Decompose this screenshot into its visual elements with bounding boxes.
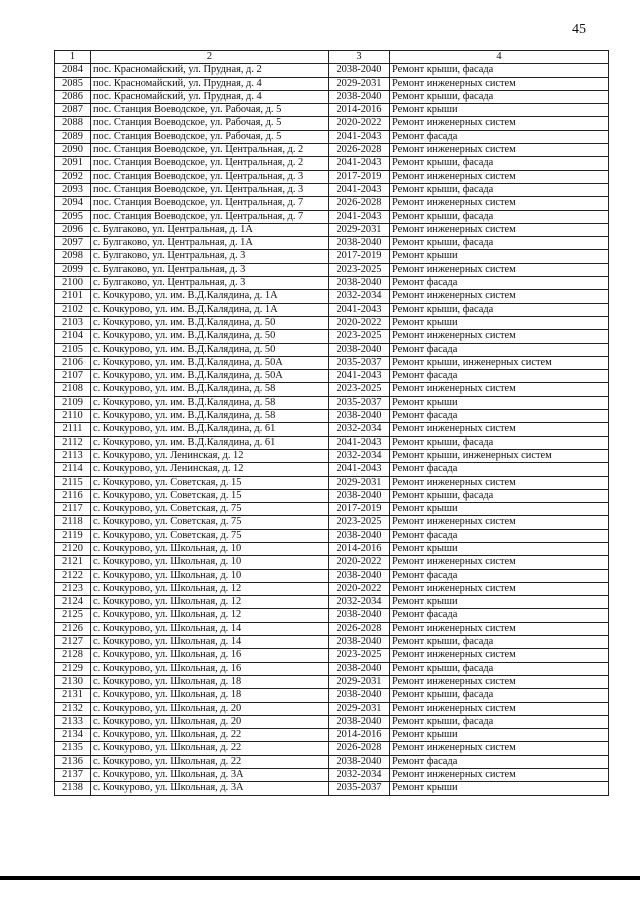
period-cell: 2029-2031 <box>329 476 390 489</box>
period-cell: 2032-2034 <box>329 596 390 609</box>
work-type-cell: Ремонт фасада <box>390 410 609 423</box>
address-cell: с. Кочкурово, ул. им. В.Д.Калядина, д. 58 <box>91 410 329 423</box>
work-type-cell: Ремонт инженерных систем <box>390 769 609 782</box>
table-row <box>55 237 609 250</box>
address-cell: пос. Станция Воеводское, ул. Центральная, д. 7 <box>91 210 329 223</box>
table-row <box>55 529 609 542</box>
address-cell: с. Кочкурово, ул. им. В.Д.Калядина, д. 50 <box>91 343 329 356</box>
table-row <box>55 277 609 290</box>
work-type-cell: Ремонт крыши <box>390 503 609 516</box>
table-row <box>55 117 609 130</box>
row-number-cell: 2106 <box>55 356 91 369</box>
row-number-cell: 2126 <box>55 622 91 635</box>
period-cell: 2029-2031 <box>329 702 390 715</box>
address-cell: пос. Красномайский, ул. Прудная, д. 2 <box>91 64 329 77</box>
table-row <box>55 316 609 329</box>
row-number-cell: 2093 <box>55 183 91 196</box>
work-type-cell: Ремонт инженерных систем <box>390 117 609 130</box>
table-row <box>55 782 609 795</box>
table-header <box>55 51 609 64</box>
table-row <box>55 396 609 409</box>
address-cell: с. Кочкурово, ул. Школьная, д. 3А <box>91 769 329 782</box>
address-cell: пос. Станция Воеводское, ул. Центральная, д. 3 <box>91 170 329 183</box>
row-number-cell: 2111 <box>55 423 91 436</box>
table-row <box>55 183 609 196</box>
address-cell: пос. Станция Воеводское, ул. Центральная, д. 2 <box>91 157 329 170</box>
table-row <box>55 104 609 117</box>
address-cell: с. Кочкурово, ул. им. В.Д.Калядина, д. 50А <box>91 356 329 369</box>
work-type-cell: Ремонт инженерных систем <box>390 675 609 688</box>
row-number-cell: 2109 <box>55 396 91 409</box>
row-number-cell: 2134 <box>55 729 91 742</box>
work-type-cell: Ремонт инженерных систем <box>390 622 609 635</box>
address-cell: с. Кочкурово, ул. им. В.Д.Калядина, д. 50А <box>91 370 329 383</box>
table-row <box>55 649 609 662</box>
period-cell: 2020-2022 <box>329 556 390 569</box>
period-cell: 2038-2040 <box>329 529 390 542</box>
address-cell: пос. Красномайский, ул. Прудная, д. 4 <box>91 90 329 103</box>
table-row <box>55 436 609 449</box>
work-type-cell: Ремонт фасада <box>390 370 609 383</box>
period-cell: 2038-2040 <box>329 237 390 250</box>
row-number-cell: 2104 <box>55 330 91 343</box>
period-cell: 2032-2034 <box>329 423 390 436</box>
period-cell: 2038-2040 <box>329 489 390 502</box>
row-number-cell: 2122 <box>55 569 91 582</box>
work-type-cell: Ремонт инженерных систем <box>390 516 609 529</box>
table-row <box>55 197 609 210</box>
row-number-cell: 2115 <box>55 476 91 489</box>
table-row <box>55 755 609 768</box>
table-row <box>55 144 609 157</box>
work-type-cell: Ремонт крыши, фасада <box>390 689 609 702</box>
work-type-cell: Ремонт инженерных систем <box>390 77 609 90</box>
column-header-4: 4 <box>390 51 609 64</box>
work-type-cell: Ремонт крыши, фасада <box>390 715 609 728</box>
row-number-cell: 2132 <box>55 702 91 715</box>
table-row <box>55 569 609 582</box>
row-number-cell: 2110 <box>55 410 91 423</box>
address-cell: с. Кочкурово, ул. Школьная, д. 20 <box>91 702 329 715</box>
address-cell: с. Кочкурово, ул. Советская, д. 15 <box>91 489 329 502</box>
address-cell: с. Кочкурово, ул. Школьная, д. 14 <box>91 622 329 635</box>
period-cell: 2026-2028 <box>329 622 390 635</box>
row-number-cell: 2090 <box>55 144 91 157</box>
row-number-cell: 2121 <box>55 556 91 569</box>
address-cell: с. Кочкурово, ул. Школьная, д. 22 <box>91 729 329 742</box>
work-type-cell: Ремонт крыши <box>390 250 609 263</box>
row-number-cell: 2114 <box>55 463 91 476</box>
address-cell: с. Кочкурово, ул. Советская, д. 15 <box>91 476 329 489</box>
row-number-cell: 2120 <box>55 542 91 555</box>
row-number-cell: 2084 <box>55 64 91 77</box>
address-cell: с. Кочкурово, ул. им. В.Д.Калядина, д. 58 <box>91 396 329 409</box>
period-cell: 2038-2040 <box>329 755 390 768</box>
address-cell: с. Кочкурово, ул. Школьная, д. 18 <box>91 689 329 702</box>
work-type-cell: Ремонт инженерных систем <box>390 649 609 662</box>
period-cell: 2020-2022 <box>329 582 390 595</box>
work-type-cell: Ремонт инженерных систем <box>390 144 609 157</box>
period-cell: 2041-2043 <box>329 370 390 383</box>
row-number-cell: 2117 <box>55 503 91 516</box>
work-type-cell: Ремонт крыши, фасада <box>390 237 609 250</box>
period-cell: 2023-2025 <box>329 516 390 529</box>
table-row <box>55 582 609 595</box>
table-row <box>55 769 609 782</box>
address-cell: с. Кочкурово, ул. Советская, д. 75 <box>91 503 329 516</box>
row-number-cell: 2087 <box>55 104 91 117</box>
row-number-cell: 2113 <box>55 449 91 462</box>
address-cell: с. Кочкурово, ул. Школьная, д. 18 <box>91 675 329 688</box>
period-cell: 2026-2028 <box>329 742 390 755</box>
row-number-cell: 2099 <box>55 263 91 276</box>
period-cell: 2038-2040 <box>329 343 390 356</box>
table-row <box>55 609 609 622</box>
work-type-cell: Ремонт крыши, фасада <box>390 662 609 675</box>
work-type-cell: Ремонт фасада <box>390 755 609 768</box>
table-row <box>55 489 609 502</box>
work-type-cell: Ремонт инженерных систем <box>390 383 609 396</box>
address-cell: с. Кочкурово, ул. им. В.Д.Калядина, д. 61 <box>91 423 329 436</box>
row-number-cell: 2137 <box>55 769 91 782</box>
period-cell: 2017-2019 <box>329 250 390 263</box>
address-cell: пос. Станция Воеводское, ул. Рабочая, д. 5 <box>91 104 329 117</box>
table-row <box>55 77 609 90</box>
address-cell: с. Кочкурово, ул. Школьная, д. 22 <box>91 742 329 755</box>
table-row <box>55 157 609 170</box>
work-type-cell: Ремонт инженерных систем <box>390 170 609 183</box>
row-number-cell: 2129 <box>55 662 91 675</box>
row-number-cell: 2100 <box>55 277 91 290</box>
period-cell: 2038-2040 <box>329 715 390 728</box>
row-number-cell: 2086 <box>55 90 91 103</box>
period-cell: 2014-2016 <box>329 729 390 742</box>
address-cell: с. Кочкурово, ул. им. В.Д.Калядина, д. 50 <box>91 330 329 343</box>
row-number-cell: 2097 <box>55 237 91 250</box>
address-cell: с. Кочкурово, ул. им. В.Д.Калядина, д. 1А <box>91 303 329 316</box>
period-cell: 2020-2022 <box>329 117 390 130</box>
work-type-cell: Ремонт крыши, фасада <box>390 157 609 170</box>
work-type-cell: Ремонт крыши, фасада <box>390 436 609 449</box>
address-cell: с. Булгаково, ул. Центральная, д. 3 <box>91 277 329 290</box>
address-cell: с. Кочкурово, ул. Школьная, д. 14 <box>91 636 329 649</box>
table-row <box>55 675 609 688</box>
address-cell: с. Кочкурово, ул. Советская, д. 75 <box>91 529 329 542</box>
address-cell: с. Кочкурово, ул. им. В.Д.Калядина, д. 50 <box>91 316 329 329</box>
period-cell: 2020-2022 <box>329 316 390 329</box>
address-cell: с. Кочкурово, ул. Школьная, д. 16 <box>91 649 329 662</box>
address-cell: с. Булгаково, ул. Центральная, д. 3 <box>91 263 329 276</box>
work-type-cell: Ремонт фасада <box>390 277 609 290</box>
period-cell: 2023-2025 <box>329 649 390 662</box>
period-cell: 2038-2040 <box>329 410 390 423</box>
table-row <box>55 343 609 356</box>
work-type-cell: Ремонт крыши, фасада <box>390 183 609 196</box>
address-cell: с. Кочкурово, ул. Школьная, д. 22 <box>91 755 329 768</box>
period-cell: 2041-2043 <box>329 130 390 143</box>
period-cell: 2041-2043 <box>329 303 390 316</box>
period-cell: 2041-2043 <box>329 183 390 196</box>
period-cell: 2038-2040 <box>329 277 390 290</box>
period-cell: 2017-2019 <box>329 503 390 516</box>
table-row <box>55 64 609 77</box>
period-cell: 2023-2025 <box>329 263 390 276</box>
table-row <box>55 170 609 183</box>
work-type-cell: Ремонт крыши <box>390 542 609 555</box>
work-type-cell: Ремонт инженерных систем <box>390 197 609 210</box>
address-cell: с. Кочкурово, ул. им. В.Д.Калядина, д. 61 <box>91 436 329 449</box>
address-cell: с. Булгаково, ул. Центральная, д. 1А <box>91 223 329 236</box>
period-cell: 2032-2034 <box>329 769 390 782</box>
work-type-cell: Ремонт инженерных систем <box>390 582 609 595</box>
period-cell: 2041-2043 <box>329 436 390 449</box>
work-type-cell: Ремонт инженерных систем <box>390 742 609 755</box>
work-type-cell: Ремонт крыши, фасада <box>390 210 609 223</box>
period-cell: 2038-2040 <box>329 636 390 649</box>
work-type-cell: Ремонт фасада <box>390 343 609 356</box>
work-type-cell: Ремонт инженерных систем <box>390 263 609 276</box>
period-cell: 2035-2037 <box>329 396 390 409</box>
table-row <box>55 370 609 383</box>
row-number-cell: 2127 <box>55 636 91 649</box>
address-cell: пос. Станция Воеводское, ул. Центральная, д. 3 <box>91 183 329 196</box>
row-number-cell: 2107 <box>55 370 91 383</box>
row-number-cell: 2105 <box>55 343 91 356</box>
scan-edge-divider <box>0 876 640 880</box>
table-row <box>55 130 609 143</box>
table-row <box>55 330 609 343</box>
row-number-cell: 2089 <box>55 130 91 143</box>
period-cell: 2032-2034 <box>329 290 390 303</box>
row-number-cell: 2112 <box>55 436 91 449</box>
period-cell: 2041-2043 <box>329 463 390 476</box>
row-number-cell: 2119 <box>55 529 91 542</box>
work-type-cell: Ремонт фасада <box>390 130 609 143</box>
table-row <box>55 715 609 728</box>
work-type-cell: Ремонт фасада <box>390 609 609 622</box>
work-type-cell: Ремонт инженерных систем <box>390 556 609 569</box>
work-type-cell: Ремонт крыши <box>390 316 609 329</box>
period-cell: 2038-2040 <box>329 569 390 582</box>
row-number-cell: 2102 <box>55 303 91 316</box>
column-header-1: 1 <box>55 51 91 64</box>
row-number-cell: 2095 <box>55 210 91 223</box>
address-cell: с. Кочкурово, ул. Школьная, д. 12 <box>91 596 329 609</box>
table-row <box>55 356 609 369</box>
table-row <box>55 290 609 303</box>
table-row <box>55 622 609 635</box>
work-type-cell: Ремонт крыши <box>390 596 609 609</box>
row-number-cell: 2125 <box>55 609 91 622</box>
address-cell: с. Кочкурово, ул. Школьная, д. 20 <box>91 715 329 728</box>
work-type-cell: Ремонт крыши, инженерных систем <box>390 449 609 462</box>
column-header-2: 2 <box>91 51 329 64</box>
table-row <box>55 476 609 489</box>
work-type-cell: Ремонт крыши, фасада <box>390 64 609 77</box>
address-cell: пос. Станция Воеводское, ул. Рабочая, д. 5 <box>91 117 329 130</box>
address-cell: с. Кочкурово, ул. Ленинская, д. 12 <box>91 463 329 476</box>
row-number-cell: 2091 <box>55 157 91 170</box>
row-number-cell: 2130 <box>55 675 91 688</box>
work-type-cell: Ремонт крыши, фасада <box>390 90 609 103</box>
table-row <box>55 662 609 675</box>
period-cell: 2014-2016 <box>329 104 390 117</box>
period-cell: 2032-2034 <box>329 449 390 462</box>
period-cell: 2029-2031 <box>329 77 390 90</box>
table-row <box>55 516 609 529</box>
table-row <box>55 742 609 755</box>
row-number-cell: 2088 <box>55 117 91 130</box>
table-row <box>55 542 609 555</box>
row-number-cell: 2133 <box>55 715 91 728</box>
work-type-cell: Ремонт крыши <box>390 729 609 742</box>
row-number-cell: 2131 <box>55 689 91 702</box>
table-row <box>55 596 609 609</box>
address-cell: с. Кочкурово, ул. Ленинская, д. 12 <box>91 449 329 462</box>
table-row <box>55 210 609 223</box>
table-row <box>55 223 609 236</box>
period-cell: 2023-2025 <box>329 330 390 343</box>
table-body <box>55 64 609 795</box>
address-cell: пос. Станция Воеводское, ул. Центральная, д. 7 <box>91 197 329 210</box>
address-cell: с. Кочкурово, ул. Школьная, д. 10 <box>91 556 329 569</box>
row-number-cell: 2138 <box>55 782 91 795</box>
address-cell: с. Кочкурово, ул. им. В.Д.Калядина, д. 1А <box>91 290 329 303</box>
period-cell: 2041-2043 <box>329 157 390 170</box>
work-type-cell: Ремонт фасада <box>390 529 609 542</box>
table-row <box>55 556 609 569</box>
table-row <box>55 689 609 702</box>
work-type-cell: Ремонт крыши, инженерных систем <box>390 356 609 369</box>
period-cell: 2029-2031 <box>329 223 390 236</box>
row-number-cell: 2103 <box>55 316 91 329</box>
row-number-cell: 2135 <box>55 742 91 755</box>
period-cell: 2035-2037 <box>329 782 390 795</box>
address-cell: с. Кочкурово, ул. Школьная, д. 12 <box>91 582 329 595</box>
work-type-cell: Ремонт крыши <box>390 782 609 795</box>
page-number: 45 <box>572 22 586 37</box>
row-number-cell: 2128 <box>55 649 91 662</box>
row-number-cell: 2092 <box>55 170 91 183</box>
period-cell: 2014-2016 <box>329 542 390 555</box>
row-number-cell: 2123 <box>55 582 91 595</box>
row-number-cell: 2124 <box>55 596 91 609</box>
period-cell: 2038-2040 <box>329 662 390 675</box>
work-type-cell: Ремонт инженерных систем <box>390 702 609 715</box>
table-row <box>55 702 609 715</box>
address-cell: с. Кочкурово, ул. Школьная, д. 10 <box>91 542 329 555</box>
row-number-cell: 2094 <box>55 197 91 210</box>
period-cell: 2029-2031 <box>329 675 390 688</box>
table-row <box>55 423 609 436</box>
work-type-cell: Ремонт инженерных систем <box>390 330 609 343</box>
work-type-cell: Ремонт крыши <box>390 396 609 409</box>
period-cell: 2041-2043 <box>329 210 390 223</box>
period-cell: 2038-2040 <box>329 64 390 77</box>
table-row <box>55 410 609 423</box>
table-row <box>55 90 609 103</box>
address-cell: с. Булгаково, ул. Центральная, д. 1А <box>91 237 329 250</box>
work-type-cell: Ремонт фасада <box>390 463 609 476</box>
repair-schedule-table <box>54 50 609 796</box>
address-cell: с. Кочкурово, ул. Школьная, д. 12 <box>91 609 329 622</box>
work-type-cell: Ремонт крыши, фасада <box>390 636 609 649</box>
address-cell: пос. Красномайский, ул. Прудная, д. 4 <box>91 77 329 90</box>
period-cell: 2038-2040 <box>329 689 390 702</box>
table-row <box>55 383 609 396</box>
work-type-cell: Ремонт инженерных систем <box>390 290 609 303</box>
row-number-cell: 2096 <box>55 223 91 236</box>
address-cell: пос. Станция Воеводское, ул. Центральная, д. 2 <box>91 144 329 157</box>
row-number-cell: 2098 <box>55 250 91 263</box>
address-cell: с. Кочкурово, ул. Школьная, д. 10 <box>91 569 329 582</box>
row-number-cell: 2108 <box>55 383 91 396</box>
table-row <box>55 636 609 649</box>
table-row <box>55 449 609 462</box>
table-row <box>55 263 609 276</box>
row-number-cell: 2085 <box>55 77 91 90</box>
row-number-cell: 2136 <box>55 755 91 768</box>
work-type-cell: Ремонт крыши, фасада <box>390 303 609 316</box>
period-cell: 2035-2037 <box>329 356 390 369</box>
column-header-3: 3 <box>329 51 390 64</box>
work-type-cell: Ремонт инженерных систем <box>390 476 609 489</box>
table-row <box>55 303 609 316</box>
address-cell: с. Булгаково, ул. Центральная, д. 3 <box>91 250 329 263</box>
row-number-cell: 2118 <box>55 516 91 529</box>
work-type-cell: Ремонт крыши <box>390 104 609 117</box>
period-cell: 2017-2019 <box>329 170 390 183</box>
header-row <box>55 51 609 64</box>
period-cell: 2023-2025 <box>329 383 390 396</box>
address-cell: с. Кочкурово, ул. им. В.Д.Калядина, д. 58 <box>91 383 329 396</box>
period-cell: 2038-2040 <box>329 90 390 103</box>
period-cell: 2026-2028 <box>329 197 390 210</box>
address-cell: с. Кочкурово, ул. Школьная, д. 16 <box>91 662 329 675</box>
address-cell: с. Кочкурово, ул. Советская, д. 75 <box>91 516 329 529</box>
row-number-cell: 2116 <box>55 489 91 502</box>
table-row <box>55 463 609 476</box>
work-type-cell: Ремонт инженерных систем <box>390 423 609 436</box>
work-type-cell: Ремонт крыши, фасада <box>390 489 609 502</box>
table-row <box>55 503 609 516</box>
work-type-cell: Ремонт инженерных систем <box>390 223 609 236</box>
row-number-cell: 2101 <box>55 290 91 303</box>
table-row <box>55 250 609 263</box>
work-type-cell: Ремонт фасада <box>390 569 609 582</box>
period-cell: 2038-2040 <box>329 609 390 622</box>
table-row <box>55 729 609 742</box>
address-cell: пос. Станция Воеводское, ул. Рабочая, д. 5 <box>91 130 329 143</box>
address-cell: с. Кочкурово, ул. Школьная, д. 3А <box>91 782 329 795</box>
period-cell: 2026-2028 <box>329 144 390 157</box>
